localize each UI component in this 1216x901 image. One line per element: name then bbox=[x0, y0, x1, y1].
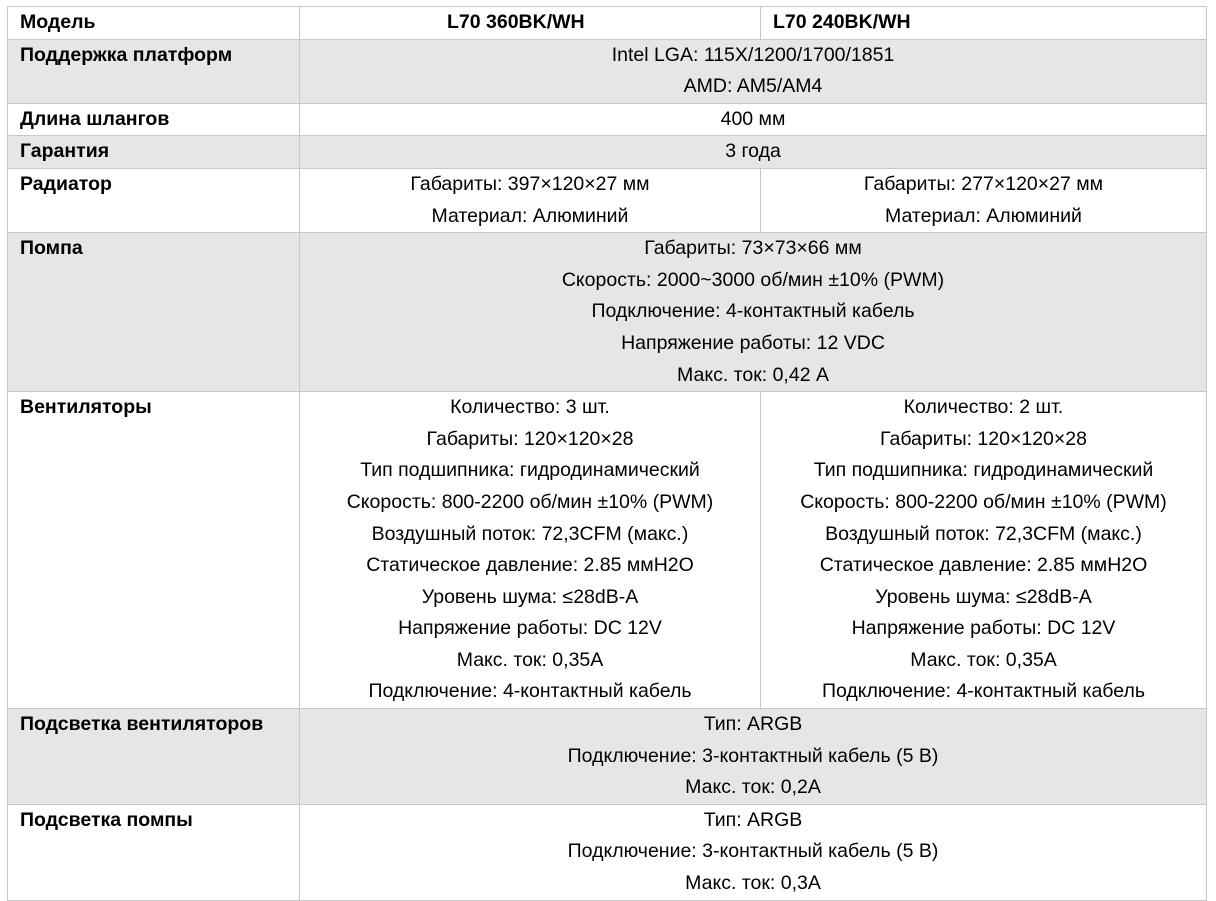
row-label-fan-lighting: Подсветка вентиляторов bbox=[8, 709, 300, 805]
spec-line: Габариты: 277×120×27 мм bbox=[863, 172, 1104, 195]
spec-line: Количество: 2 шт. bbox=[903, 396, 1064, 419]
spec-line: Скорость: 2000~3000 об/мин ±10% (PWM) bbox=[561, 268, 945, 291]
spec-line: Intel LGA: 115X/1200/1700/1851 bbox=[611, 43, 895, 66]
model-b-header: L70 240BK/WH bbox=[761, 7, 1207, 40]
row-model bbox=[8, 7, 1207, 40]
spec-line: Макс. ток: 0,35A bbox=[910, 648, 1057, 671]
radiator-value-a bbox=[300, 168, 761, 232]
spec-line: Воздушный поток: 72,3CFM (макс.) bbox=[825, 522, 1142, 545]
spec-table bbox=[7, 6, 1207, 901]
hose-value: 400 мм bbox=[300, 103, 1207, 136]
row-label-platforms: Поддержка платформ bbox=[8, 39, 300, 103]
spec-line: Габариты: 120×120×28 bbox=[880, 427, 1087, 450]
spec-line: Статическое давление: 2.85 ммH2O bbox=[366, 554, 694, 577]
spec-line: Габариты: 120×120×28 bbox=[426, 427, 634, 450]
row-label-warranty: Гарантия bbox=[8, 136, 300, 169]
row-platforms bbox=[8, 39, 1207, 103]
spec-line: Уровень шума: ≤28dB-A bbox=[421, 585, 639, 608]
row-warranty bbox=[8, 136, 1207, 169]
row-pump-lighting bbox=[8, 804, 1207, 900]
row-pump bbox=[8, 233, 1207, 392]
spec-line: Макс. ток: 0,42 А bbox=[677, 363, 829, 386]
spec-line: Подключение: 3-контактный кабель (5 В) bbox=[567, 744, 939, 767]
model-a-header: L70 360BK/WH bbox=[300, 7, 761, 40]
row-hose bbox=[8, 103, 1207, 136]
pump-lighting-value bbox=[300, 804, 1207, 900]
spec-line: Макс. ток: 0,35A bbox=[456, 648, 604, 671]
spec-line: Скорость: 800-2200 об/мин ±10% (PWM) bbox=[346, 490, 714, 513]
spec-line: Материал: Алюминий bbox=[431, 204, 629, 227]
spec-line: Воздушный поток: 72,3CFM (макс.) bbox=[371, 522, 689, 545]
spec-line: Тип: ARGB bbox=[703, 713, 803, 736]
row-label-hose: Длина шлангов bbox=[8, 103, 300, 136]
row-fans bbox=[8, 392, 1207, 709]
spec-line: Подключение: 3-контактный кабель (5 В) bbox=[567, 840, 939, 863]
spec-line: Тип подшипника: гидродинамический bbox=[813, 459, 1154, 482]
row-label-pump: Помпа bbox=[8, 233, 300, 392]
spec-line: Скорость: 800-2200 об/мин ±10% (PWM) bbox=[800, 490, 1167, 513]
spec-line: Материал: Алюминий bbox=[885, 204, 1082, 227]
spec-line: Статическое давление: 2.85 ммH2O bbox=[819, 554, 1148, 577]
spec-line: Габариты: 73×73×66 мм bbox=[644, 237, 862, 260]
warranty-value: 3 года bbox=[300, 136, 1207, 169]
spec-line: Макс. ток: 0,3A bbox=[685, 872, 821, 895]
platforms-value bbox=[300, 39, 1207, 103]
spec-line: AMD: AM5/AM4 bbox=[683, 75, 823, 98]
fans-value-b bbox=[761, 392, 1207, 709]
spec-line: Макс. ток: 0,2A bbox=[685, 776, 821, 799]
fans-value-a bbox=[300, 392, 761, 709]
spec-line: Подключение: 4-контактный кабель bbox=[591, 300, 915, 323]
spec-line: Напряжение работы: 12 VDC bbox=[621, 331, 885, 354]
spec-line: Подключение: 4-контактный кабель bbox=[368, 680, 692, 703]
spec-line: Уровень шума: ≤28dB-A bbox=[875, 585, 1092, 608]
spec-line: Количество: 3 шт. bbox=[450, 396, 610, 419]
spec-line: Габариты: 397×120×27 мм bbox=[410, 172, 650, 195]
row-label-fans: Вентиляторы bbox=[8, 392, 300, 709]
spec-line: Напряжение работы: DC 12V bbox=[398, 617, 662, 640]
spec-line: Подключение: 4-контактный кабель bbox=[821, 680, 1145, 703]
row-label-pump-lighting: Подсветка помпы bbox=[8, 804, 300, 900]
fan-lighting-value bbox=[300, 709, 1207, 805]
radiator-value-b bbox=[761, 168, 1207, 232]
pump-value bbox=[300, 233, 1207, 392]
row-label-radiator: Радиатор bbox=[8, 168, 300, 232]
row-radiator bbox=[8, 168, 1207, 232]
row-label-model: Модель bbox=[8, 7, 300, 40]
spec-line: Тип подшипника: гидродинамический bbox=[360, 459, 700, 482]
spec-line: Тип: ARGB bbox=[703, 808, 803, 831]
row-fan-lighting bbox=[8, 709, 1207, 805]
spec-line: Напряжение работы: DC 12V bbox=[851, 617, 1116, 640]
